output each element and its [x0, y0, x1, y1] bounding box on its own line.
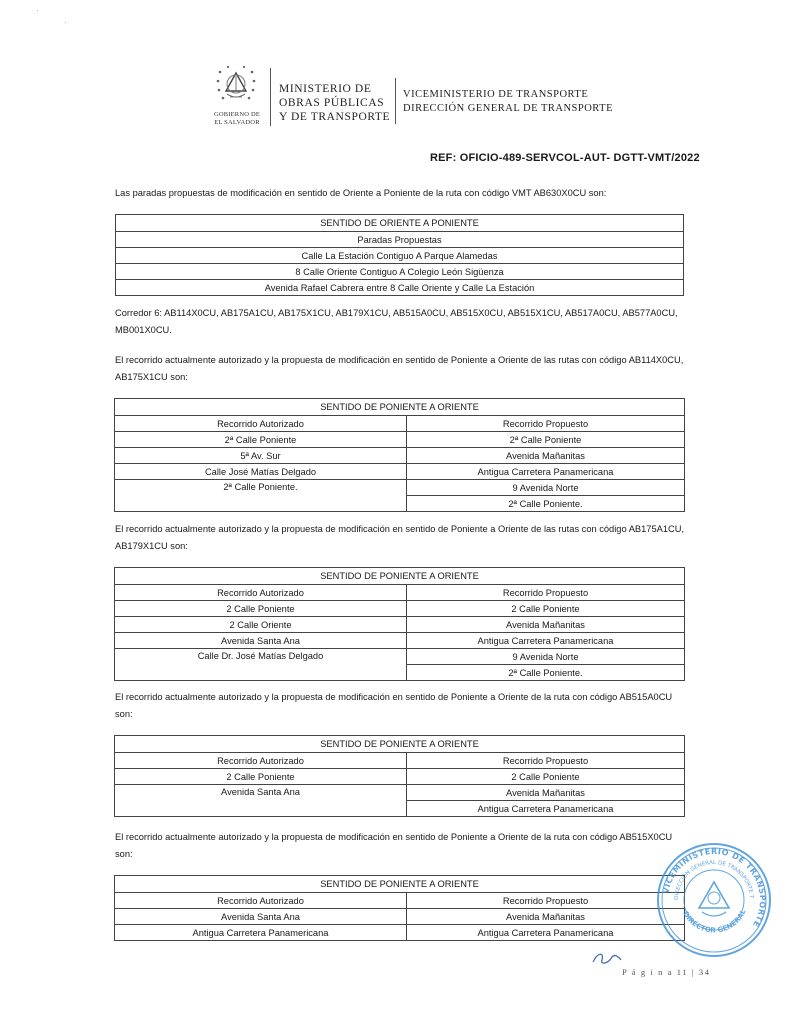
paragraph-3: El recorrido actualmente autorizado y la propuesta de modificación en sentido de Poniente a Oriente de las rutas con código AB175A1CU, AB179X1CU son:	[115, 524, 685, 551]
table-cell: Antigua Carretera Panamericana	[407, 464, 685, 480]
viceministry-line1: VICEMINISTERIO DE TRANSPORTE	[403, 89, 589, 100]
paragraph-2: El recorrido actualmente autorizado y la propuesta de modificación en sentido de Poniente a Oriente de las rutas con código AB114X0CU, AB175X1CU son:	[115, 355, 684, 382]
header-divider	[395, 78, 396, 124]
column-header-authorized: Recorrido Autorizado	[115, 893, 407, 909]
table-cell: Antigua Carretera Panamericana	[407, 925, 685, 941]
table-cell: 2ª Calle Poniente	[115, 432, 407, 448]
viceministry-line2: DIRECCIÓN GENERAL DE TRANSPORTE	[403, 103, 613, 114]
paragraph-5: El recorrido actualmente autorizado y la propuesta de modificación en sentido de Poniente a Oriente de la ruta con código AB515X0CU son:	[115, 832, 673, 859]
table-cell: Antigua Carretera Panamericana	[407, 801, 685, 817]
table-row: Avenida Rafael Cabrera entre 8 Calle Oriente y Calle La Estación	[116, 280, 684, 296]
table-title: SENTIDO DE PONIENTE A ORIENTE	[115, 568, 685, 585]
column-header-authorized: Recorrido Autorizado	[115, 416, 407, 432]
table-cell: 2ª Calle Poniente.	[115, 480, 407, 512]
table-cell: 2 Calle Poniente	[115, 769, 407, 785]
route-table	[114, 398, 685, 512]
page-number: P á g i n a 11 | 34	[622, 967, 711, 977]
column-header-proposed: Recorrido Propuesto	[407, 893, 685, 909]
table-title: SENTIDO DE PONIENTE A ORIENTE	[115, 399, 685, 416]
column-header-proposed: Recorrido Propuesto	[407, 753, 685, 769]
logo-text-line1: GOBIERNO DE	[213, 111, 261, 118]
table-title: SENTIDO DE PONIENTE A ORIENTE	[115, 876, 685, 893]
government-logo	[206, 64, 268, 134]
table-cell: 2 Calle Poniente	[407, 601, 685, 617]
table-subheader: Paradas Propuestas	[116, 232, 684, 248]
table-cell: 2 Calle Oriente	[115, 617, 407, 633]
table-row: 8 Calle Oriente Contiguo A Colegio León Sigüenza	[116, 264, 684, 280]
seal-bottom-text: DIRECTOR GENERAL	[681, 908, 748, 935]
table-cell: 2ª Calle Poniente	[407, 432, 685, 448]
table-cell: 2ª Calle Poniente.	[407, 496, 685, 512]
paragraph-4: El recorrido actualmente autorizado y la propuesta de modificación en sentido de Poniente a Oriente de la ruta con código AB515A0CU son:	[115, 692, 673, 719]
table-title: SENTIDO DE PONIENTE A ORIENTE	[115, 736, 685, 753]
table-cell: Calle José Matías Delgado	[115, 464, 407, 480]
table-cell: 9 Avenida Norte	[407, 649, 685, 665]
table-row: Calle La Estación Contiguo A Parque Alamedas	[116, 248, 684, 264]
table-cell: Calle Dr. José Matías Delgado	[115, 649, 407, 681]
table-cell: Antigua Carretera Panamericana	[407, 633, 685, 649]
intro-paragraph: Las paradas propuestas de modificación en sentido de Oriente a Poniente de la ruta con código VMT AB630X0CU son:	[115, 188, 607, 198]
route-table	[114, 567, 685, 681]
column-header-proposed: Recorrido Propuesto	[407, 585, 685, 601]
scan-speck: ·	[36, 6, 39, 15]
ministry-name	[279, 82, 390, 124]
table-cell: Avenida Santa Ana	[115, 633, 407, 649]
corridor-paragraph: Corredor 6: AB114X0CU, AB175A1CU, AB175X1CU, AB179X1CU, AB515A0CU, AB515X0CU, AB515X1CU, AB517A0CU, AB577A0CU, MB001X0CU.	[115, 308, 678, 335]
table-cell: 2 Calle Poniente	[115, 601, 407, 617]
reference-number: REF: OFICIO-489-SERVCOL-AUT- DGTT-VMT/2022	[430, 152, 700, 164]
column-header-authorized: Recorrido Autorizado	[115, 753, 407, 769]
table-cell: Avenida Mañanitas	[407, 909, 685, 925]
seal-outer-text: VICEMINISTERIO DE TRANSPORTE	[661, 846, 768, 929]
column-header-authorized: Recorrido Autorizado	[115, 585, 407, 601]
official-seal-stamp	[654, 840, 774, 958]
table-cell: 2 Calle Poniente	[407, 769, 685, 785]
coat-of-arms-icon	[216, 64, 256, 108]
ministry-line1: MINISTERIO DE	[279, 83, 372, 95]
table-cell: Avenida Mañanitas	[407, 617, 685, 633]
logo-text-line2: EL SALVADOR	[214, 118, 260, 126]
signature-mark	[590, 948, 624, 968]
table-cell: Antigua Carretera Panamericana	[115, 925, 407, 941]
route-table	[114, 875, 685, 941]
table-cell: 5ª Av. Sur	[115, 448, 407, 464]
logo-caption	[206, 111, 268, 126]
column-header-proposed: Recorrido Propuesto	[407, 416, 685, 432]
ministry-line3: Y DE TRANSPORTE	[279, 111, 391, 123]
seal-inner-text: DIRECCIÓN GENERAL DE TRANSPORTE T	[673, 859, 754, 901]
table-cell: Avenida Santa Ana	[115, 909, 407, 925]
route-table	[114, 735, 685, 817]
table-cell: 2ª Calle Poniente.	[407, 665, 685, 681]
table-cell: Avenida Mañanitas	[407, 785, 685, 801]
viceministry-name	[403, 88, 613, 116]
table-cell: Avenida Mañanitas	[407, 448, 685, 464]
table-cell: 9 Avenida Norte	[407, 480, 685, 496]
scan-speck: ·	[64, 18, 67, 27]
table-cell: Avenida Santa Ana	[115, 785, 407, 817]
ministry-line2: OBRAS PÚBLICAS	[279, 97, 385, 109]
table-title: SENTIDO DE ORIENTE A PONIENTE	[116, 215, 684, 232]
svg-text:DIRECTOR GENERAL	[681, 908, 747, 935]
header-divider	[270, 68, 271, 126]
stops-table	[115, 214, 684, 296]
